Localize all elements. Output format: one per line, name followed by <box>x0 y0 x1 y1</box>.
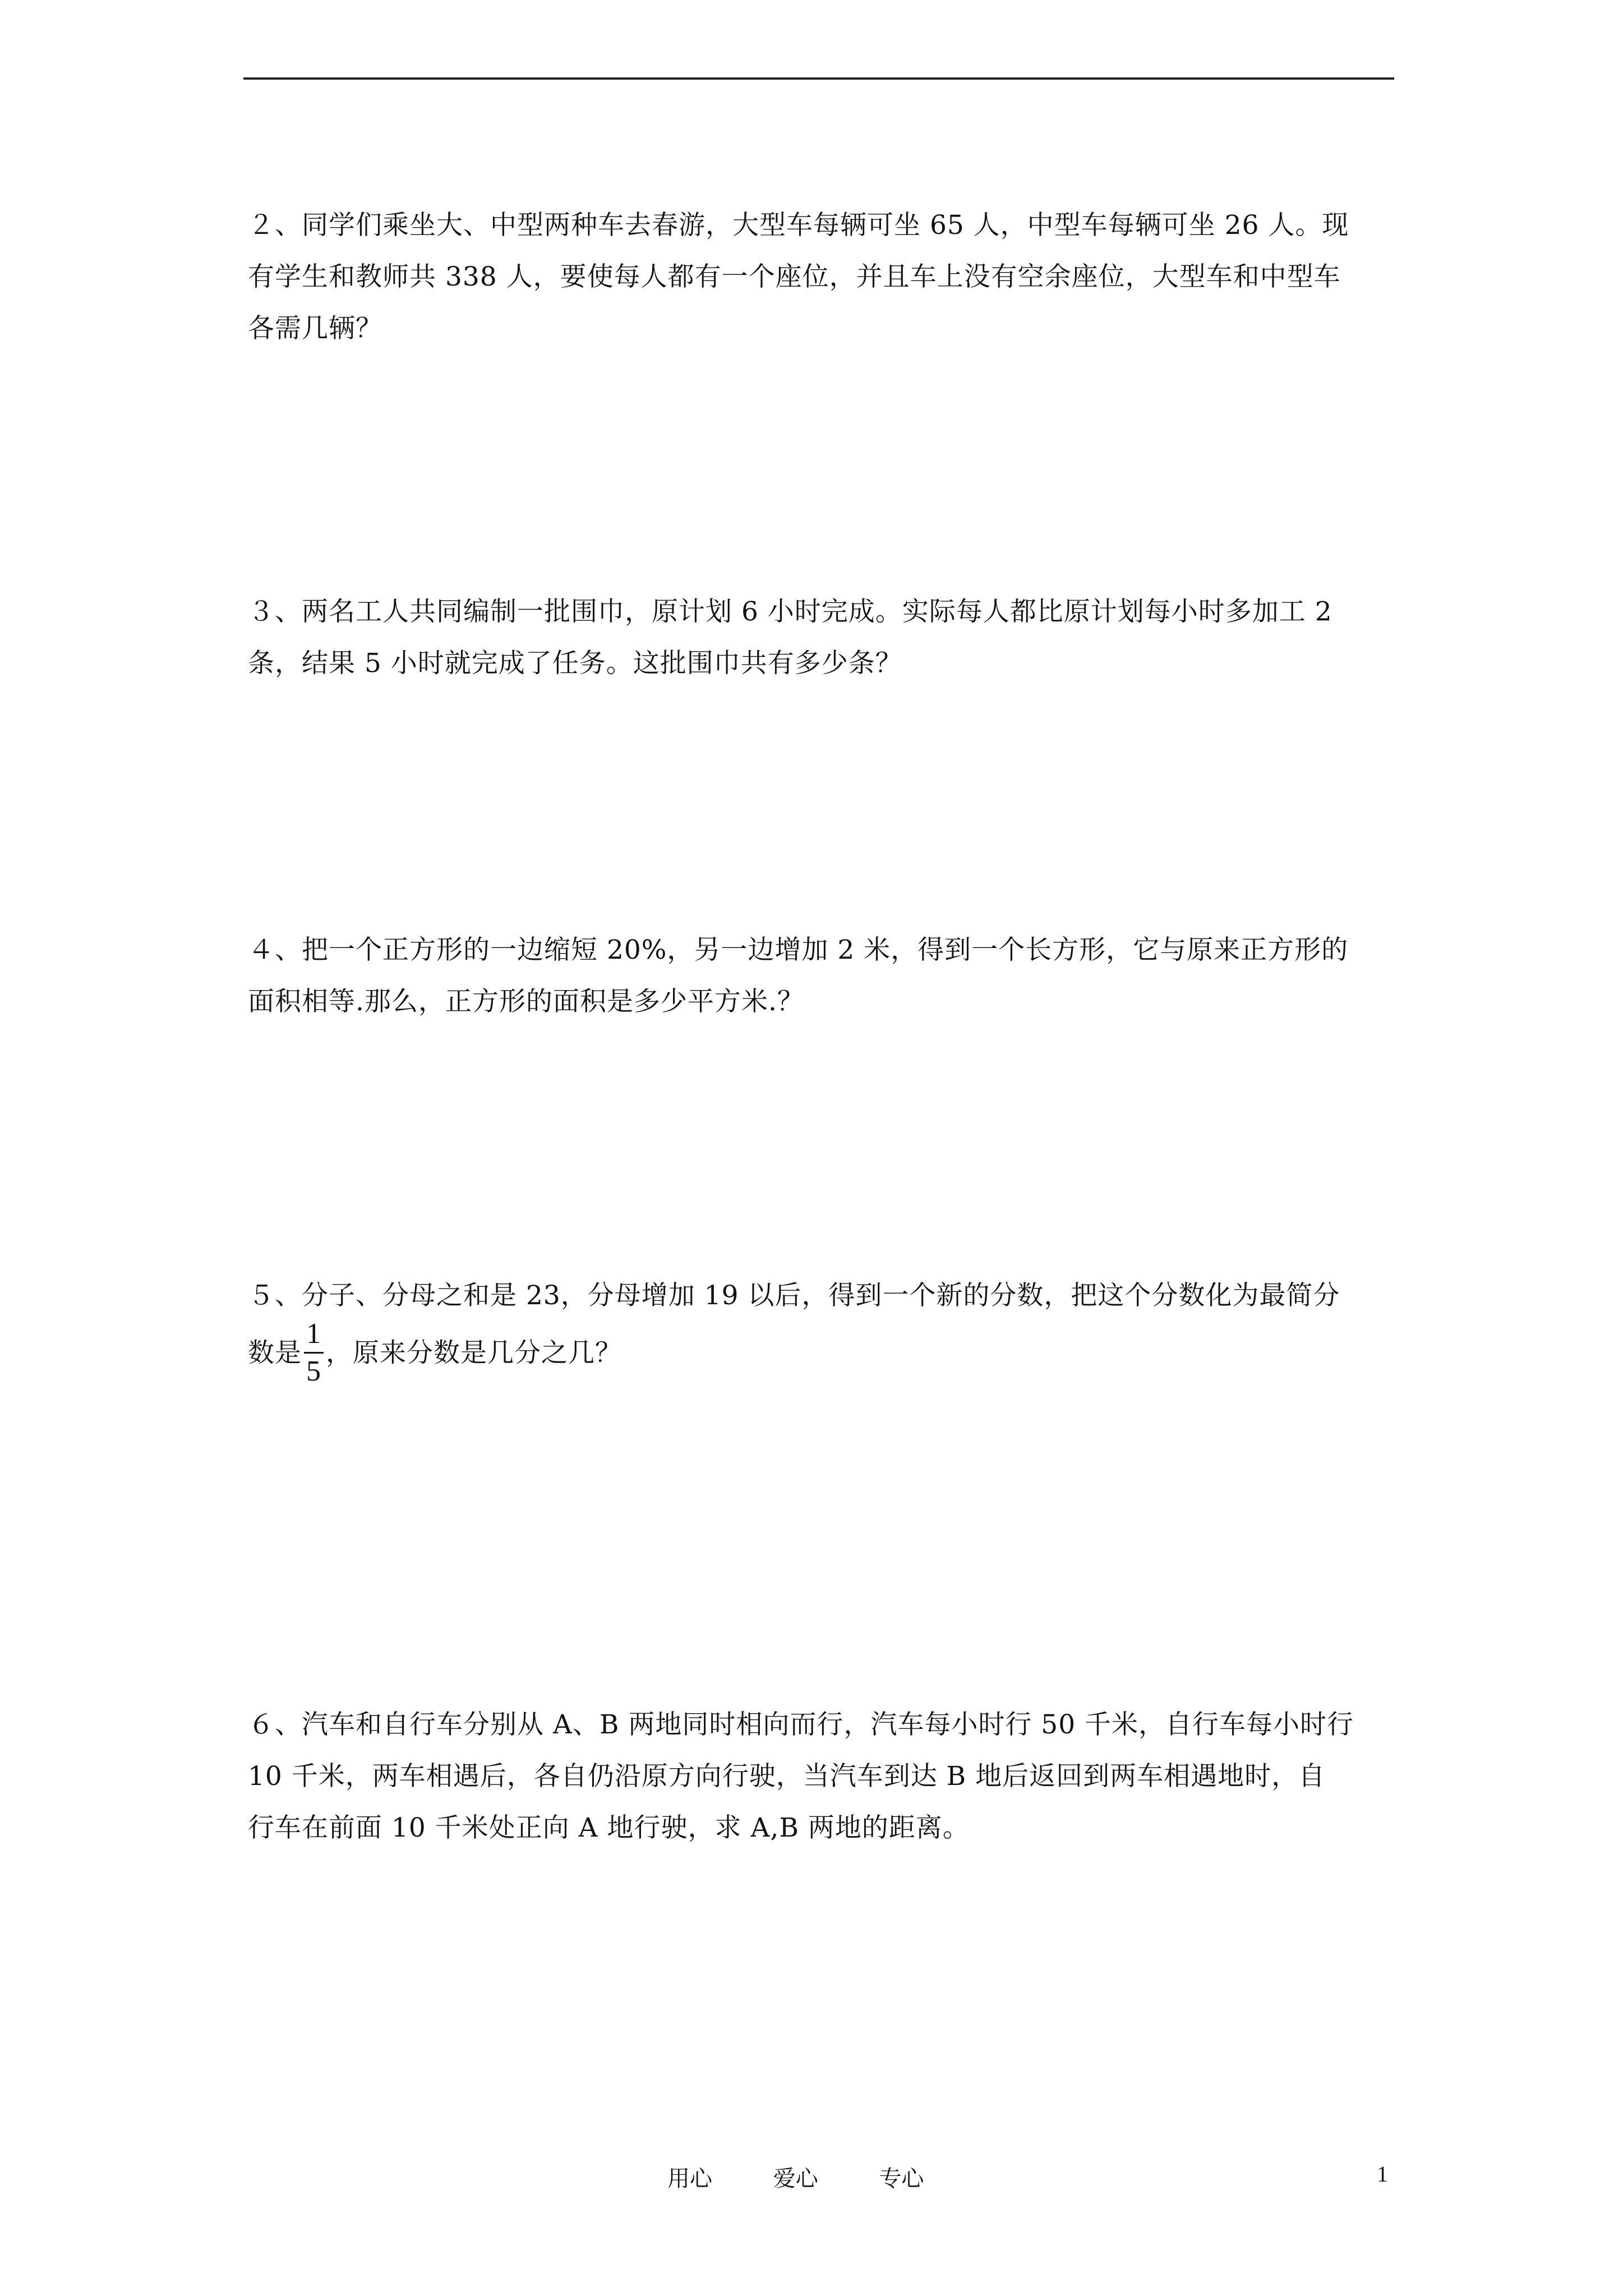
footer-motto-item: 爱心 <box>773 2166 818 2192</box>
problem-line: ３、两名工人共同编制一批围巾，原计划 6 小时完成。实际每人都比原计划每小时多加工 2 <box>248 596 1332 627</box>
problem-line: 条，结果 5 小时就完成了任务。这批围巾共有多少条？ <box>248 648 902 679</box>
problem-line: 各需几辆？ <box>248 313 382 344</box>
fraction-bar <box>304 1352 324 1354</box>
problem-line-with-fraction <box>248 1318 1394 1388</box>
footer-motto <box>667 2161 924 2193</box>
fraction-prefix-text: 数是 <box>248 1337 302 1369</box>
problem-3 <box>248 586 1394 689</box>
fraction-denominator: 5 <box>306 1355 321 1387</box>
fraction-suffix-text: ，原来分数是几分之几？ <box>326 1337 622 1369</box>
problem-line: 行车在前面 10 千米处正向 A 地行驶，求 A,B 两地的距离。 <box>248 1812 970 1843</box>
page-number: 1 <box>1377 2161 1388 2187</box>
problem-4 <box>248 924 1394 1028</box>
problem-line: ２、同学们乘坐大、中型两种车去春游，大型车每辆可坐 65 人，中型车每辆可坐 26 人。现 <box>248 210 1349 241</box>
problem-line: ４、把一个正方形的一边缩短 20%，另一边增加 2 米，得到一个长方形，它与原来正方形的 <box>248 935 1349 965</box>
fraction <box>304 1319 324 1386</box>
problem-5 <box>248 1270 1394 1388</box>
problem-line: 有学生和教师共 338 人，要使每人都有一个座位，并且车上没有空余座位，大型车和中型车 <box>248 261 1341 292</box>
problem-line: ５、分子、分母之和是 23，分母增加 19 以后，得到一个新的分数，把这个分数化为最简分 <box>248 1280 1340 1311</box>
footer-motto-item: 用心 <box>667 2166 712 2192</box>
problem-line: ６、汽车和自行车分别从 A、B 两地同时相向而行，汽车每小时行 50 千米，自行车每小时行 <box>248 1709 1354 1740</box>
problem-6 <box>248 1699 1394 1854</box>
problem-2 <box>248 200 1394 355</box>
header-rule <box>243 77 1394 80</box>
problem-line: 10 千米，两车相遇后，各自仍沿原方向行驶，当汽车到达 B 地后返回到两车相遇地时，自 <box>248 1761 1326 1792</box>
fraction-numerator: 1 <box>306 1318 321 1350</box>
footer-motto-item: 专心 <box>879 2166 924 2192</box>
page-footer <box>0 2161 1623 2194</box>
problem-line: 面积相等.那么，正方形的面积是多少平方米.？ <box>248 986 804 1017</box>
